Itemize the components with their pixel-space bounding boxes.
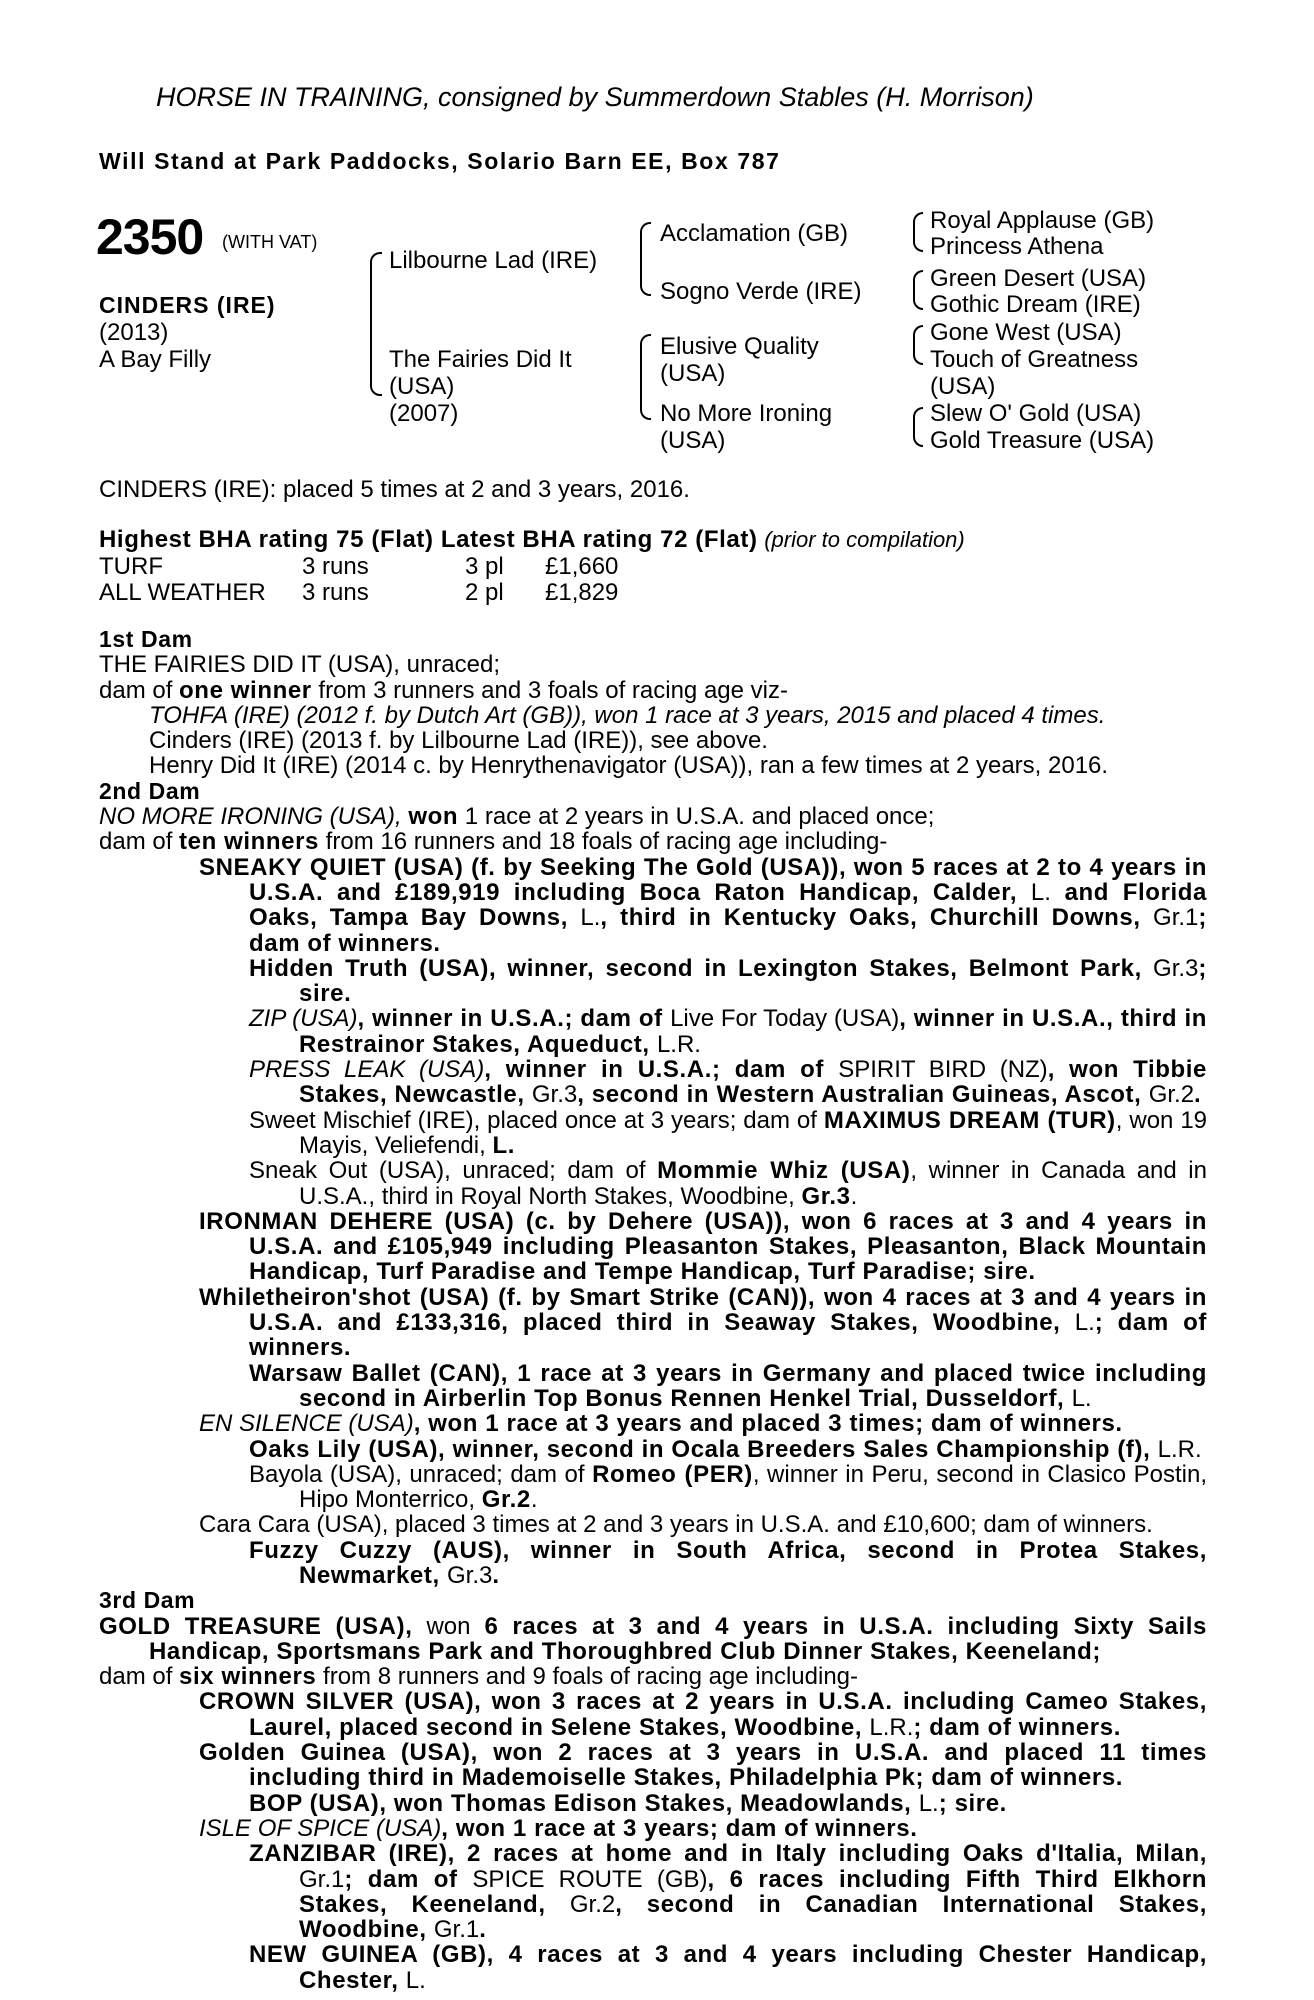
text-run: from 16 runners and 18 foals of racing age including-: [319, 828, 888, 856]
text-run: SNEAKY QUIET (USA): [199, 853, 464, 881]
text-run: ; dam of winners.: [913, 1713, 1121, 1741]
bha-rating-values: Highest BHA rating 75 (Flat) Latest BHA rating 72 (Flat): [99, 526, 758, 553]
text-run: MAXIMUS DREAM (TUR): [823, 1106, 1116, 1134]
text-run: , 2 races at home and in Italy including Oaks d'Italia, Milan,: [447, 1840, 1207, 1868]
text-run: 1 race at 2 years in U.S.A. and placed once;: [458, 803, 935, 831]
first-dam-heading: 1st Dam: [99, 626, 193, 652]
text-run: PRESS LEAK (USA): [249, 1056, 485, 1084]
text-run: L.: [918, 1789, 939, 1817]
pedigree-brace: [640, 334, 651, 420]
pedigree-ancestor: (USA): [930, 373, 996, 400]
text-run: ten winners: [179, 828, 320, 856]
text-run: Gr.3: [801, 1182, 851, 1210]
pedigree-brace: [913, 325, 923, 365]
text-run: , 1 race at 3 years in Germany and placed twice including second in Airberlin Top Bonus Rennen Henkel Trial, Dusseldorf,: [299, 1359, 1207, 1412]
produce-entry: [99, 1841, 1207, 1942]
produce-entry: [99, 1740, 1207, 1791]
text-run: Live For Today (USA): [670, 1005, 900, 1033]
text-run: , winner in Canada and in U.S.A., third in Royal North Stakes, Woodbine,: [299, 1157, 1207, 1210]
text-run: won: [408, 803, 459, 831]
pedigree-ancestor: Gone West (USA): [930, 319, 1122, 346]
record-earnings: £1,829: [545, 579, 619, 606]
pedigree-brace: [640, 222, 651, 296]
text-run: , second in Canadian International Stakes, Woodbine,: [299, 1890, 1207, 1944]
pedigree-dam-sire: Elusive Quality: [660, 333, 819, 360]
text-run: L.: [1074, 1309, 1095, 1337]
produce-entry: [99, 1816, 1207, 1841]
pedigree-brace: [913, 212, 923, 252]
text-run: dam of: [99, 1663, 180, 1691]
produce-entry: [99, 728, 1207, 753]
pedigree-ancestor: Green Desert (USA): [930, 265, 1147, 292]
text-run: , winner in Peru, second in Clasico Postin, Hipo Monterrico,: [299, 1460, 1208, 1514]
text-run: Sneak Out (USA), unraced; dam of: [249, 1157, 658, 1185]
text-run: L.R.: [656, 1030, 701, 1058]
text-run: (f. by Seeking The Gold (USA)), won 5 races at 2 to 4 years in U.S.A. and £189,919 including Boca Raton Handicap, Calder,: [249, 853, 1207, 906]
record-surface: TURF: [99, 553, 163, 580]
text-run: (f. by Smart Strike (CAN)), won 4 races at 3 and 4 years in U.S.A. and £133,316, placed third in Seaway Stakes, Woodbine,: [249, 1283, 1207, 1337]
text-run: .: [530, 1486, 538, 1514]
text-run: THE FAIRIES DID IT (USA), unraced;: [99, 651, 500, 679]
second-dam-heading: 2nd Dam: [99, 777, 201, 804]
text-run: L.: [1071, 1384, 1092, 1412]
record-surface: ALL WEATHER: [99, 579, 266, 606]
text-run: IRONMAN DEHERE (USA): [199, 1207, 515, 1235]
text-run: Cinders (IRE) (2013 f. by Lilbourne Lad (IRE)), see above.: [149, 727, 768, 755]
text-run: ISLE OF SPICE (USA): [199, 1814, 442, 1842]
text-run: Gr.1: [433, 1916, 480, 1944]
pedigree-brace: [913, 270, 923, 310]
text-run: 6 races at 3 and 4 years in U.S.A. including Sixty Sails Handicap, Sportsmans Park and Thoroughbred Club Dinner Stakes, Keeneland;: [149, 1612, 1207, 1665]
text-run: Gr.1: [299, 1865, 345, 1893]
text-run: ; sire.: [299, 954, 1207, 1008]
text-run: Gr.3: [1153, 954, 1199, 982]
text-run: BOP (USA): [249, 1789, 380, 1817]
text-run: , winner in U.S.A.; dam of: [357, 1005, 671, 1033]
text-run: , third in Kentucky Oaks, Churchill Downs,: [600, 904, 1154, 932]
produce-entry: [99, 1437, 1207, 1462]
text-run: from 8 runners and 9 foals of racing age including-: [316, 1663, 859, 1691]
text-run: , won 2 races at 3 years in U.S.A. and placed 11 times including third in Mademoiselle Stakes, Philadelphia Pk; dam of winners.: [249, 1739, 1207, 1792]
horse-year: (2013): [99, 319, 169, 346]
pedigree-dam-dam: (USA): [660, 427, 726, 454]
produce-entry: [99, 1411, 1207, 1436]
text-run: SPIRIT BIRD (NZ): [838, 1056, 1048, 1084]
text-run: , won 3 races at 2 years in U.S.A. including Cameo Stakes, Laurel, placed second in Selene Stakes, Woodbine,: [249, 1688, 1207, 1741]
text-run: , winner in South Africa, second in Protea Stakes, Newmarket,: [299, 1536, 1208, 1589]
text-run: Gr.3: [447, 1561, 493, 1589]
record-placed: 3 pl: [465, 553, 504, 580]
third-dam-heading: 3rd Dam: [99, 1587, 196, 1614]
produce-entry: [99, 1209, 1207, 1285]
dam-entry: [99, 1614, 1207, 1665]
text-run: CROWN SILVER (USA): [199, 1688, 475, 1716]
text-run: ZIP (USA): [249, 1005, 358, 1033]
dam-entry: [99, 678, 1207, 703]
text-run: , winner, second in Lexington Stakes, Belmont Park,: [488, 954, 1154, 982]
text-run: L.: [1030, 878, 1051, 906]
text-run: , second in Western Australian Guineas, Ascot,: [577, 1081, 1149, 1109]
dam-lines: [99, 627, 1207, 1993]
bha-rating: [99, 526, 965, 554]
text-run: ZANZIBAR (IRE): [249, 1840, 448, 1868]
pedigree-ancestor: Gothic Dream (IRE): [930, 291, 1141, 318]
text-run: ,: [405, 1612, 427, 1640]
produce-entry: [99, 753, 1207, 778]
pedigree-dam: The Fairies Did It: [389, 346, 572, 373]
text-run: SPICE ROUTE (GB): [472, 1865, 708, 1893]
text-run: Henry Did It (IRE) (2014 c. by Henrythenavigator (USA)), ran a few times at 2 years, 2016.: [149, 752, 1109, 780]
text-run: (c. by Dehere (USA)), won 6 races at 3 and 4 years in U.S.A. and £105,949 including Pleasanton Stakes, Pleasanton, Black Mountain Handicap, Turf Paradise and Tempe Handicap, Turf Paradise; sire.: [249, 1207, 1207, 1286]
text-run: , won Thomas Edison Stakes, Meadowlands,: [379, 1789, 919, 1817]
text-run: , won Tibbie Stakes, Newcastle,: [299, 1056, 1208, 1109]
text-run: six winners: [179, 1663, 317, 1691]
text-run: Gr.1: [1153, 904, 1199, 932]
text-run: dam of: [99, 828, 180, 856]
produce-entry: [99, 855, 1207, 956]
pedigree-sire: Lilbourne Lad (IRE): [389, 247, 598, 274]
pedigree-sire-dam: Sogno Verde (IRE): [660, 278, 862, 305]
pedigree-ancestor: Touch of Greatness: [930, 346, 1139, 373]
text-run: Whiletheiron'shot (USA): [199, 1283, 490, 1311]
text-run: , won 19 Mayis, Veliefendi,: [299, 1106, 1208, 1159]
text-run: ; dam of winners.: [249, 904, 1207, 957]
pedigree-dam-sire: (USA): [660, 360, 726, 387]
text-run: , winner in U.S.A.; dam of: [484, 1056, 839, 1084]
text-run: L.R.: [869, 1713, 914, 1741]
text-run: TOHFA (IRE) (2012 f. by Dutch Art (GB)), won 1 race at 3 years, 2015 and placed 4 times.: [149, 701, 1106, 729]
text-run: L.R.: [1157, 1435, 1202, 1463]
text-run: Romeo (PER): [592, 1460, 753, 1488]
horse-description: A Bay Filly: [99, 346, 212, 373]
text-run: .: [850, 1182, 858, 1210]
text-run: , winner, second in Ocala Breeders Sales Championship (f),: [438, 1435, 1158, 1463]
record-earnings: £1,660: [545, 553, 619, 580]
text-run: Cara Cara (USA), placed 3 times at 2 and 3 years in U.S.A. and £10,600; dam of winners.: [199, 1511, 1153, 1539]
produce-entry: [99, 1689, 1207, 1740]
text-run: ; sire.: [938, 1789, 1007, 1817]
text-run: from 3 runners and 3 foals of racing age viz-: [311, 676, 788, 704]
produce-entry: [99, 1057, 1207, 1108]
text-run: , 6 races including Fifth Third Elkhorn Stakes, Keeneland,: [299, 1865, 1207, 1918]
record-runs: 3 runs: [302, 579, 369, 606]
text-run: Gr.2: [569, 1890, 616, 1918]
pedigree-dam: (USA): [389, 373, 455, 400]
produce-entry: [99, 956, 1207, 1007]
pedigree-sire-sire: Acclamation (GB): [660, 220, 849, 247]
text-run: L.: [492, 1131, 515, 1159]
race-summary: CINDERS (IRE): placed 5 times at 2 and 3 years, 2016.: [99, 476, 690, 503]
produce-entry: [99, 1285, 1207, 1361]
produce-entry: [99, 1791, 1207, 1816]
pedigree-brace: [913, 407, 923, 447]
horse-name: CINDERS (IRE): [99, 292, 276, 318]
pedigree-ancestor: Royal Applause (GB): [930, 207, 1155, 234]
produce-entry: [99, 1462, 1207, 1513]
text-run: dam of: [99, 676, 180, 704]
text-run: one winner: [179, 676, 312, 704]
text-run: Warsaw Ballet (CAN): [249, 1359, 501, 1387]
text-run: , winner in U.S.A., third in Restrainor Stakes, Aqueduct,: [299, 1005, 1207, 1058]
vat-note: (WITH VAT): [222, 232, 318, 252]
produce-entry: [99, 1108, 1207, 1159]
text-run: ; dam of winners.: [249, 1309, 1207, 1362]
text-run: Sweet Mischief (IRE), placed once at 3 years; dam of: [249, 1106, 824, 1134]
text-run: L.: [580, 904, 601, 932]
dam-entry: [99, 1664, 1207, 1689]
text-run: , 4 races at 3 and 4 years including Chester Handicap, Chester,: [299, 1941, 1207, 1994]
text-run: Gr.2: [1148, 1081, 1195, 1109]
text-run: Oaks Lily (USA): [249, 1435, 439, 1463]
consignor-header: HORSE IN TRAINING, consigned by Summerdown Stables (H. Morrison): [156, 82, 1034, 112]
dam-entry: [99, 829, 1207, 854]
bha-rating-note: (prior to compilation): [764, 527, 965, 552]
pedigree-ancestor: Slew O' Gold (USA): [930, 400, 1142, 427]
text-run: , won 1 race at 3 years; dam of winners.: [441, 1814, 918, 1842]
text-run: won: [426, 1612, 471, 1640]
pedigree-brace: [370, 252, 382, 396]
text-run: .: [1194, 1081, 1202, 1109]
text-run: NEW GUINEA (GB): [249, 1941, 487, 1969]
pedigree-dam: (2007): [389, 400, 459, 427]
text-run: Gr.2: [481, 1486, 531, 1514]
text-run: EN SILENCE (USA): [199, 1410, 414, 1438]
stand-location: Will Stand at Park Paddocks, Solario Barn EE, Box 787: [99, 148, 781, 174]
produce-entry: [99, 1361, 1207, 1412]
text-run: L.: [405, 1966, 426, 1994]
produce-entry: [99, 703, 1207, 728]
text-run: NO MORE IRONING (USA),: [99, 803, 409, 831]
record-placed: 2 pl: [465, 579, 504, 606]
record-runs: 3 runs: [302, 553, 369, 580]
text-run: Fuzzy Cuzzy (AUS): [249, 1536, 503, 1564]
text-run: .: [479, 1916, 487, 1944]
produce-entry: [99, 1512, 1207, 1537]
produce-entry: [99, 1538, 1207, 1589]
pedigree-dam-dam: No More Ironing: [660, 400, 833, 427]
text-run: and Florida Oaks, Tampa Bay Downs,: [249, 878, 1207, 932]
text-run: , won 1 race at 3 years and placed 3 times; dam of winners.: [413, 1410, 1123, 1438]
dam-entry: [99, 652, 1207, 677]
text-run: .: [492, 1561, 500, 1589]
dam-entry: [99, 804, 1207, 829]
produce-entry: [99, 1158, 1207, 1209]
text-run: Hidden Truth (USA): [249, 954, 489, 982]
text-run: GOLD TREASURE (USA): [99, 1612, 406, 1640]
produce-entry: [99, 1942, 1207, 1993]
text-run: ; dam of: [344, 1865, 473, 1893]
lot-number: 2350: [96, 209, 204, 265]
pedigree-ancestor: Princess Athena: [930, 233, 1104, 260]
pedigree-ancestor: Gold Treasure (USA): [930, 427, 1155, 454]
produce-entry: [99, 1006, 1207, 1057]
text-run: Mommie Whiz (USA): [657, 1157, 911, 1185]
text-run: Bayola (USA), unraced; dam of: [249, 1460, 593, 1488]
text-run: Golden Guinea (USA): [199, 1739, 471, 1767]
text-run: Gr.3: [531, 1081, 578, 1109]
